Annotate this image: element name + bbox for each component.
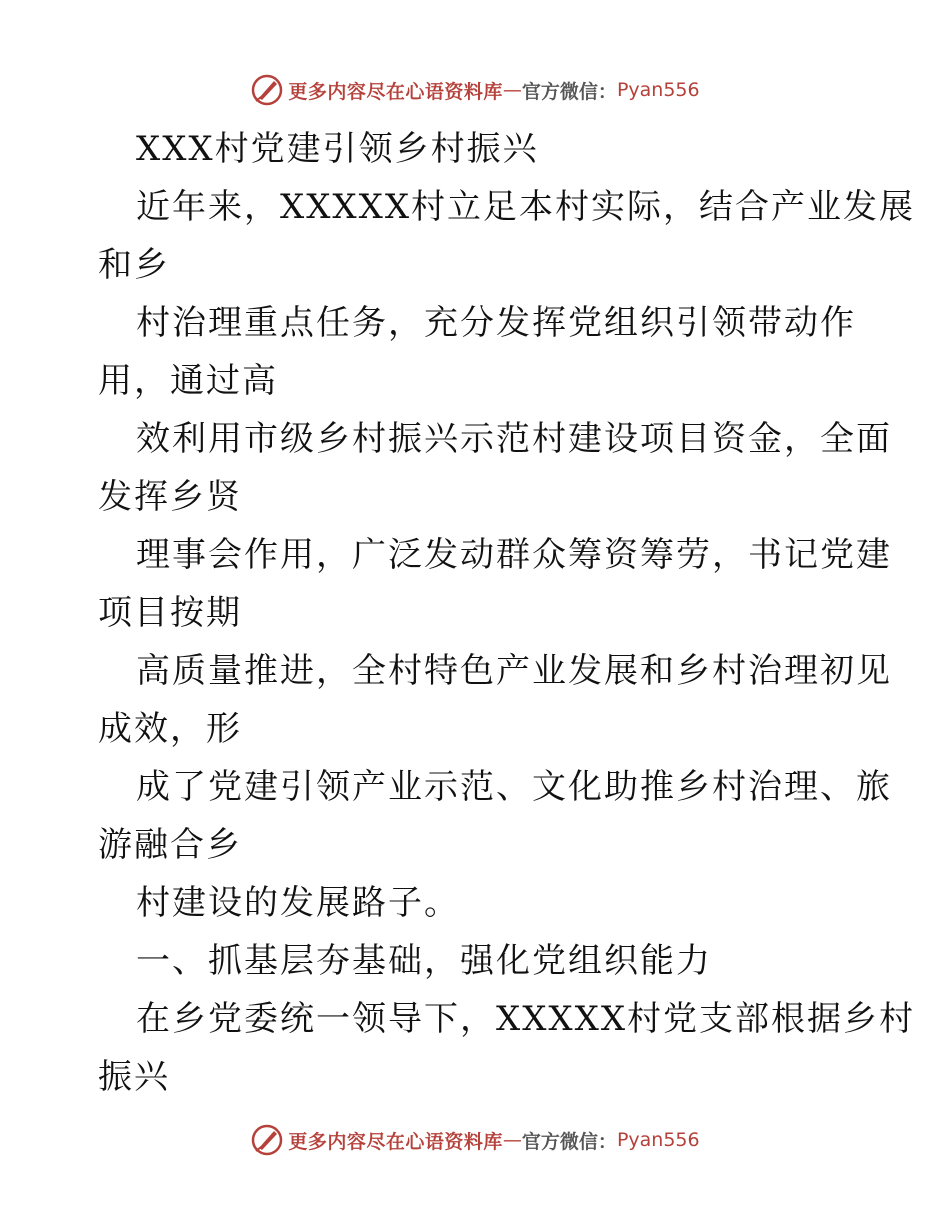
text-line: 发挥乡贤 [98, 477, 242, 517]
text-line: 游融合乡 [98, 825, 242, 865]
text-line: 振兴 [98, 1057, 170, 1097]
watermark-banner-top [0, 70, 950, 110]
quill-logo-icon [250, 1123, 284, 1157]
watermark-dash: — [502, 79, 522, 101]
text-line: 和乡 [98, 245, 170, 285]
text-line: 成效，形 [98, 709, 242, 749]
watermark-wechat-id: Pyan556 [616, 1129, 700, 1151]
watermark-label: 官方微信： [521, 80, 617, 103]
quill-logo-icon [250, 73, 284, 107]
text-line: 近年来，XXXXX村立足本村实际，结合产业发展 [136, 187, 916, 227]
text-line: 项目按期 [98, 593, 242, 633]
watermark-banner-bottom [0, 1120, 950, 1160]
text-line: 成了党建引领产业示范、文化助推乡村治理、旅 [136, 767, 892, 807]
text-line: 在乡党委统一领导下，XXXXX村党支部根据乡村 [136, 999, 916, 1039]
text-line: 效利用市级乡村振兴示范村建设项目资金，全面 [136, 419, 892, 459]
text-line: 用，通过高 [98, 361, 278, 401]
text-line: 高质量推进，全村特色产业发展和乡村治理初见 [136, 651, 892, 691]
text-line: 理事会作用，广泛发动群众筹资筹劳，书记党建 [136, 535, 892, 575]
text-line: 村建设的发展路子。 [136, 883, 460, 923]
watermark-wechat-id: Pyan556 [616, 79, 700, 101]
watermark-label: 官方微信： [521, 1130, 617, 1153]
watermark-main-text: 更多内容尽在心语资料库 [288, 80, 503, 103]
text-line: XXX村党建引领乡村振兴 [136, 129, 539, 169]
text-line: 一、抓基层夯基础，强化党组织能力 [136, 941, 712, 981]
watermark-dash: — [502, 1129, 522, 1151]
watermark-main-text: 更多内容尽在心语资料库 [288, 1130, 503, 1153]
document-body [98, 120, 916, 1106]
text-line: 村治理重点任务，充分发挥党组织引领带动作 [136, 303, 856, 343]
